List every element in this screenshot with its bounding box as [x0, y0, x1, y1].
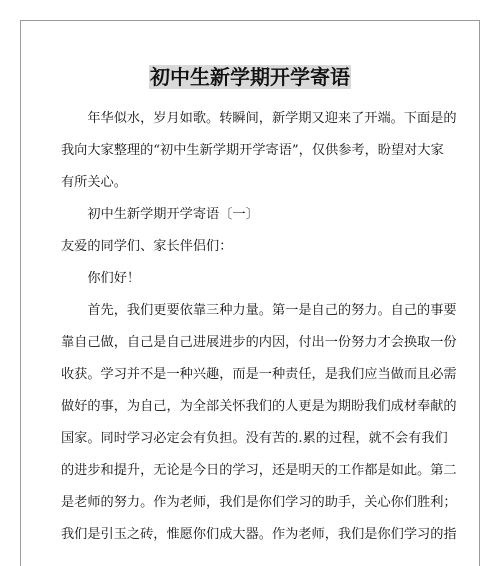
text-line: 的进步和提升，无论是今日的学习，还是明天的工作都是如此。第二 [61, 463, 457, 478]
text-line: 有所关心。 [61, 175, 127, 190]
text-line: 我向大家整理的“初中生新学期开学寄语”，仅供参考，盼望对大家 [61, 143, 444, 158]
document-page [20, 20, 480, 566]
document-body [61, 103, 457, 551]
paragraph-greeting [61, 263, 440, 295]
text-line: 国家。同时学习必定会有负担。没有苦的.累的过程，就不会有我们 [61, 431, 448, 446]
paragraph-main [61, 295, 457, 551]
paragraph-subtitle [61, 199, 440, 231]
title-text: 初中生新学期开学寄语 [150, 65, 350, 89]
text-line: 我们是引玉之砖，惟愿你们成大器。作为老师，我们是你们学习的指 [61, 527, 457, 542]
text-line: 收获。学习并不是一种兴趣，而是一种责任，是我们应当做而且必需 [61, 367, 457, 382]
text-line: 是老师的努力。作为老师，我们是你们学习的助手，关心你们胜利； [61, 495, 457, 510]
text-line: 友爱的同学们、家长伴侣们： [61, 239, 233, 254]
text-line: 年华似水，岁月如歌。转瞬间，新学期又迎来了开端。下面是的 [61, 111, 457, 126]
text-line: 初中生新学期开学寄语〔一〕 [61, 207, 259, 222]
text-line: 做好的事，为自己，为全部关怀我们的人更是为期盼我们成材奉献的 [61, 399, 457, 414]
paragraph-intro [61, 103, 457, 199]
text-line: 首先，我们更要依靠三种力量。第一是自己的努力。自己的事要 [61, 303, 457, 318]
paragraph-salutation [61, 231, 440, 263]
text-line: 靠自己做，自己是自己进展进步的内因，付出一份努力才会换取一份 [61, 335, 457, 350]
text-line: 你们好！ [61, 271, 141, 286]
document-title [21, 63, 479, 91]
